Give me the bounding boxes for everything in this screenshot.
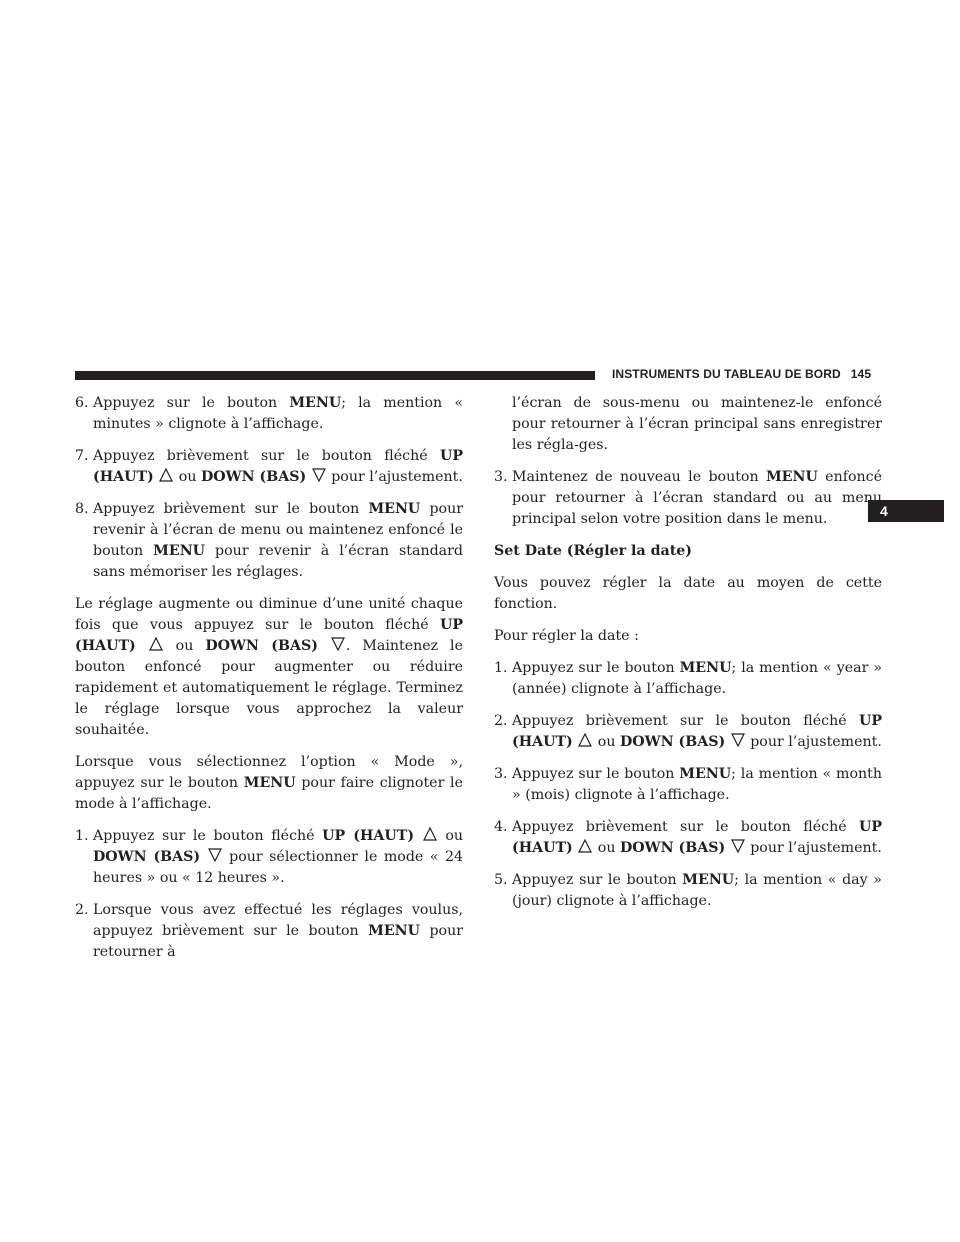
running-header [612,367,871,381]
step-number: 8. [75,501,89,517]
date-step-1 [494,658,882,700]
step-6 [75,393,463,435]
up-arrow-icon [423,827,437,841]
left-column [75,393,463,974]
mode-step-2 [75,900,463,963]
step-7 [75,446,463,488]
step-text: Appuyez brièvement sur le bouton fléché UP (HAUT) ou DOWN (BAS) pour l’ajustement. [512,713,882,750]
step-number: 3. [494,469,508,485]
down-arrow-icon [731,733,745,747]
step-text: Appuyez brièvement sur le bouton fléché UP (HAUT) ou DOWN (BAS) pour l’ajustement. [512,819,882,856]
chapter-tab: 4 [868,500,944,522]
right-column [494,393,882,923]
date-step-2 [494,711,882,753]
up-arrow-icon [578,839,592,853]
up-arrow-icon [578,733,592,747]
up-arrow-icon [149,637,163,651]
step-number: 1. [75,828,89,844]
down-arrow-icon [208,848,222,862]
mode-step-3 [494,467,882,530]
down-arrow-icon [312,468,326,482]
step-8 [75,499,463,583]
section-heading: Set Date (Régler la date) [494,543,692,559]
step-text: Appuyez sur le bouton MENU; la mention « minutes » clignote à l’affichage. [93,395,464,432]
paragraph-intro: Vous pouvez régler la date au moyen de cette fonction. [494,575,882,612]
step-number: 2. [494,713,508,729]
header-rule [75,371,595,380]
step-number: 3. [494,766,508,782]
step-number: 7. [75,448,89,464]
date-step-3 [494,764,882,806]
step-number: 2. [75,902,89,918]
step-continuation: l’écran de sous-menu ou maintenez-le enfoncé pour retourner à l’écran principal sans enregistrer les régla-ges. [512,395,882,453]
step-text: Appuyez brièvement sur le bouton fléché UP (HAUT) ou DOWN (BAS) pour l’ajustement. [93,448,463,485]
down-arrow-icon [331,637,345,651]
step-text: Maintenez de nouveau le bouton MENU enfoncé pour retourner à l’écran standard ou au menu principal selon votre position dans le menu. [512,469,882,527]
step-number: 1. [494,660,508,676]
page-number: 145 [850,367,872,381]
step-text: Lorsque vous avez effectué les réglages voulus, appuyez brièvement sur le bouton MENU pour retourner à [93,902,463,960]
step-text: Appuyez sur le bouton MENU; la mention « day » (jour) clignote à l’affichage. [512,872,882,909]
paragraph-adjust: Le réglage augmente ou diminue d’une unité chaque fois que vous appuyez sur le bouton fléché UP (HAUT) ou DOWN (BAS) . Maintenez le bouton enfoncé pour augmenter ou réduire rapidement et automatiquement le réglage. Terminez le réglage lorsque vous approchez la valeur souhaitée. [75,596,463,738]
section-title: INSTRUMENTS DU TABLEAU DE BORD [612,367,841,381]
step-number: 4. [494,819,508,835]
step-text: Appuyez brièvement sur le bouton MENU pour revenir à l’écran de menu ou maintenez enfoncé le bouton MENU pour revenir à l’écran standard sans mémoriser les réglages. [93,501,464,580]
paragraph-mode: Lorsque vous sélectionnez l’option « Mode », appuyez sur le bouton MENU pour faire clignoter le mode à l’affichage. [75,754,463,812]
step-text: Appuyez sur le bouton MENU; la mention « year » (année) clignote à l’affichage. [512,660,882,697]
step-number: 6. [75,395,89,411]
up-arrow-icon [159,468,173,482]
date-step-4 [494,817,882,859]
down-arrow-icon [731,839,745,853]
step-text: Appuyez sur le bouton fléché UP (HAUT) ou DOWN (BAS) pour sélectionner le mode « 24 heures » ou « 12 heures ». [93,828,463,886]
paragraph-lead: Pour régler la date : [494,628,639,644]
step-text: Appuyez sur le bouton MENU; la mention « month » (mois) clignote à l’affichage. [512,766,883,803]
step-number: 5. [494,872,508,888]
date-step-5 [494,870,882,912]
mode-step-1 [75,826,463,889]
